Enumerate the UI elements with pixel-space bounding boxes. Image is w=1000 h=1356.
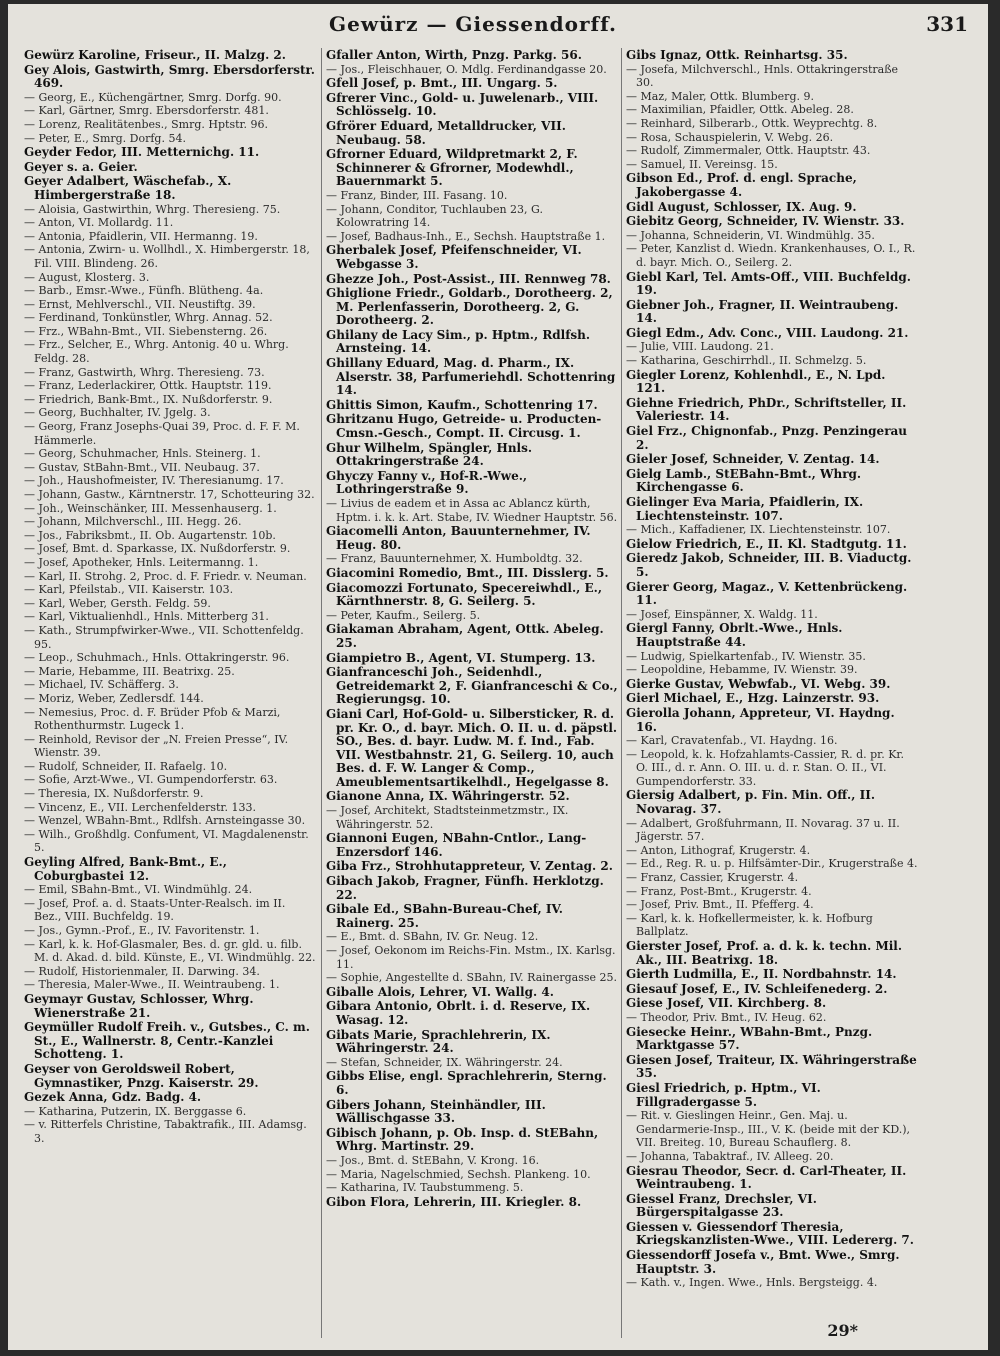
column-divider bbox=[621, 48, 622, 1338]
directory-entry: — Karl, Viktualienhdl., Hnls. Mitterberg 31. bbox=[24, 610, 269, 624]
directory-entry: — Stefan, Schneider, IX. Währingerstr. 24. bbox=[326, 1055, 563, 1069]
directory-entry: — Leopold, k. k. Hofzahlamts-Cassier, R. d. pr. Kr. O. III., d. r. Ann. O. III. u. d. r. Stan. O. II., VI. Gumpendorferstr. 33. bbox=[626, 747, 904, 788]
directory-entry: Giebner Joh., Fragner, II. Weintraubeng. 14. bbox=[626, 297, 899, 326]
directory-entry: Giacomelli Anton, Bauunternehmer, IV. Heug. 80. bbox=[326, 524, 591, 552]
directory-entry: — Rudolf, Zimmermaler, Ottk. Hauptstr. 43. bbox=[626, 144, 871, 158]
directory-entry: Ghur Wilhelm, Spängler, Hnls. Ottakringerstraße 24. bbox=[326, 440, 533, 469]
directory-entry: Gierth Ludmilla, E., II. Nordbahnstr. 14. bbox=[626, 967, 897, 982]
directory-entry: Gezek Anna, Gdz. Badg. 4. bbox=[24, 1090, 202, 1105]
directory-entry: — Kath., Strumpfwirker-Wwe., VII. Schottenfeldg. 95. bbox=[24, 623, 304, 651]
directory-entry: Giballe Alois, Lehrer, VI. Wallg. 4. bbox=[326, 984, 554, 999]
directory-entry: — Rosa, Schauspielerin, V. Webg. 26. bbox=[626, 130, 834, 144]
directory-entry: — Georg, Schuhmacher, Hnls. Steinerg. 1. bbox=[24, 447, 261, 461]
directory-entry: — Ernst, Mehlverschl., VII. Neustiftg. 39. bbox=[24, 297, 256, 311]
directory-entry: Gibach Jakob, Fragner, Fünfh. Herklotzg. 22. bbox=[326, 874, 604, 902]
directory-entry: — Ed., Reg. R. u. p. Hilfsämter-Dir., Krugerstraße 4. bbox=[626, 857, 918, 871]
directory-entry: Gibbs Elise, engl. Sprachlehrerin, Sterng. 6. bbox=[326, 1069, 607, 1097]
directory-entry: — Josefa, Milchverschl., Hnls. Ottakringerstraße 30. bbox=[626, 62, 899, 90]
directory-entry: — Jos., Gymn.-Prof., E., IV. Favoritenstr. 1. bbox=[24, 924, 260, 937]
directory-entry: Giesauf Josef, E., IV. Schleifenederg. 2. bbox=[626, 981, 888, 996]
directory-entry: — Franz, Binder, III. Fasang. 10. bbox=[326, 188, 508, 202]
directory-entry: — Reinhold, Revisor der „N. Freien Presse“, IV. Wienstr. 39. bbox=[24, 732, 289, 760]
directory-entry: Gibon Flora, Lehrerin, III. Kriegler. 8. bbox=[326, 1194, 582, 1209]
directory-entry: Ghittis Simon, Kaufm., Schottenring 17. bbox=[326, 397, 598, 412]
directory-entry: — Karl, II. Strohg. 2, Proc. d. F. Friedr. v. Neuman. bbox=[24, 569, 307, 583]
directory-entry: Gieredz Jakob, Schneider, III. B. Viaductg. 5. bbox=[626, 551, 912, 579]
directory-entry: Gierster Josef, Prof. a. d. k. k. techn. Mil. Ak., III. Beatrixg. 18. bbox=[626, 939, 903, 967]
directory-entry: — Rudolf, Schneider, II. Rafaelg. 10. bbox=[24, 759, 228, 773]
directory-entry: — Vincenz, E., VII. Lerchenfelderstr. 133. bbox=[24, 800, 256, 814]
directory-entry: — Frz., WBahn-Bmt., VII. Siebensterng. 26. bbox=[24, 324, 268, 338]
directory-entry: Gibale Ed., SBahn-Bureau-Chef, IV. Rainerg. 25. bbox=[326, 902, 563, 930]
directory-entry: — Rudolf, Historienmaler, II. Darwing. 34. bbox=[24, 964, 260, 978]
directory-entry: — Lorenz, Realitätenbes., Smrg. Hptstr. 96. bbox=[24, 117, 269, 131]
directory-entry: — Franz, Bauunternehmer, X. Humboldtg. 32. bbox=[326, 552, 583, 566]
directory-entry: — Antonia, Zwirn- u. Wollhdl., X. Himbergerstr. 18, Fil. VIII. Blindeng. 26. bbox=[24, 243, 310, 270]
directory-entry: Gherbalek Josef, Pfeifenschneider, VI. Webgasse 3. bbox=[326, 243, 582, 271]
directory-entry: Geyer Adalbert, Wäschefab., X. Himbergerstraße 18. bbox=[24, 174, 232, 202]
directory-entry: Giesrau Theodor, Secr. d. Carl-Theater, II. Weintraubeng. 1. bbox=[626, 1163, 907, 1192]
directory-entry: — Friedrich, Bank-Bmt., IX. Nußdorferstr. 9. bbox=[24, 392, 273, 406]
directory-entry: — Samuel, II. Vereinsg. 15. bbox=[626, 157, 778, 171]
directory-entry: Giacomini Romedio, Bmt., III. Disslerg. 5. bbox=[326, 565, 609, 580]
directory-entry: Gidl August, Schlosser, IX. Aug. 9. bbox=[626, 199, 857, 214]
directory-entry: Giel Frz., Chignonfab., Pnzg. Penzingerau 2. bbox=[626, 424, 908, 452]
directory-entry: Gibs Ignaz, Ottk. Reinhartsg. 35. bbox=[626, 48, 848, 62]
directory-entry: Ghiglione Friedr., Goldarb., Dorotheerg. 2, M. Perlenfasserin, Dorotheerg. 2, G. Dorotheerg. 2. bbox=[326, 286, 613, 328]
directory-page bbox=[8, 4, 988, 1350]
directory-entry: — Frz., Selcher, E., Whrg. Antonig. 40 u. Whrg. Feldg. 28. bbox=[24, 338, 289, 366]
directory-entry: Giessel Franz, Drechsler, VI. Bürgerspitalgasse 23. bbox=[626, 1191, 817, 1220]
directory-entry: Gibers Johann, Steinhändler, III. Wällischgasse 33. bbox=[326, 1097, 546, 1126]
directory-entry: — Gustav, StBahn-Bmt., VII. Neubaug. 37. bbox=[24, 460, 260, 474]
directory-entry: — Ferdinand, Tonkünstler, Whrg. Annag. 52. bbox=[24, 311, 273, 325]
page-header bbox=[8, 12, 988, 42]
directory-entry: — Ludwig, Spielkartenfab., IV. Wienstr. 35. bbox=[626, 649, 866, 663]
directory-entry: Giehne Friedrich, PhDr., Schriftsteller, II. Valeriestr. 14. bbox=[626, 395, 907, 424]
directory-entry: — Josef, Architekt, Stadtsteinmetzmstr., IX. Währingerstr. 52. bbox=[326, 804, 569, 831]
directory-entry: — Nemesius, Proc. d. F. Brüder Pfob & Marzi, Rothenthurmstr. Lugeck 1. bbox=[24, 705, 281, 733]
directory-entry: — Georg, Buchhalter, IV. Jgelg. 3. bbox=[24, 406, 211, 420]
directory-entry: Gey Alois, Gastwirth, Smrg. Ebersdorferstr. 469. bbox=[24, 62, 315, 91]
directory-entry: Gierolla Johann, Appreteur, VI. Haydng. 16. bbox=[626, 705, 895, 734]
directory-entry: — Peter, Kaufm., Seilerg. 5. bbox=[326, 608, 481, 622]
directory-entry: — Peter, E., Smrg. Dorfg. 54. bbox=[24, 131, 186, 145]
directory-entry: — Franz, Post-Bmt., Krugerstr. 4. bbox=[626, 884, 812, 898]
directory-entry: Gierer Georg, Magaz., V. Kettenbrückeng. 11. bbox=[626, 579, 908, 608]
directory-entry: — Karl, Cravatenfab., VI. Haydng. 16. bbox=[626, 734, 838, 748]
directory-entry: Gfrerer Vinc., Gold- u. Juwelenarb., VIII. Schlösselg. 10. bbox=[326, 90, 599, 119]
directory-entry: — Rit. v. Gieslingen Heinr., Gen. Maj. u. Gendarmerie-Insp., III., V. K. (beide mit der KD.), VII. Breiteg. 10, Bureau Schauflerg. 8. bbox=[626, 1109, 911, 1150]
directory-entry: — Joh., Haushofmeister, IV. Theresianumg. 17. bbox=[24, 474, 284, 488]
directory-entry: — Karl, Weber, Gersth. Feldg. 59. bbox=[24, 596, 211, 610]
column-3 bbox=[626, 48, 918, 1328]
directory-entry: — Johann, Gastw., Kärntnerstr. 17, Schotteuring 32. bbox=[24, 488, 315, 501]
directory-entry: Giacomozzi Fortunato, Specereiwhdl., E., Kärnthnerstr. 8, G. Seilerg. 5. bbox=[326, 580, 603, 609]
directory-entry: — Jos., Fleischhauer, O. Mdlg. Ferdinandgasse 20. bbox=[326, 62, 607, 76]
directory-entry: Geymayr Gustav, Schlosser, Whrg. Wienerstraße 21. bbox=[24, 991, 254, 1020]
directory-entry: — Wenzel, WBahn-Bmt., Rdlfsh. Arnsteingasse 30. bbox=[24, 814, 306, 828]
directory-entry: Gfaller Anton, Wirth, Pnzg. Parkg. 56. bbox=[326, 48, 582, 62]
directory-entry: — Peter, Kanzlist d. Wiedn. Krankenhauses, O. I., R. d. bayr. Mich. O., Seilerg. 2. bbox=[626, 242, 916, 269]
directory-entry: — Reinhard, Silberarb., Ottk. Weyprechtg. 8. bbox=[626, 116, 878, 130]
directory-entry: Gewürz Karoline, Friseur., II. Malzg. 2. bbox=[24, 48, 286, 62]
directory-entry: — E., Bmt. d. SBahn, IV. Gr. Neug. 12. bbox=[326, 930, 539, 944]
directory-entry: Ghillany Eduard, Mag. d. Pharm., IX. Alserstr. 38, Parfumeriehdl. Schottenring 14. bbox=[326, 356, 616, 398]
directory-entry: — Karl, k. k. Hof-Glasmaler, Bes. d. gr. gld. u. filb. M. d. Akad. d. bild. Künste, E., VI. Windmühlg. 22. bbox=[24, 937, 316, 965]
directory-entry: Ghritzanu Hugo, Getreide- u. Producten-Cmsn.-Gesch., Compt. II. Circusg. 1. bbox=[326, 412, 602, 441]
directory-entry: — v. Ritterfels Christine, Tabaktrafik., III. Adamsg. 3. bbox=[24, 1118, 307, 1145]
directory-entry: Giebl Karl, Tel. Amts-Off., VIII. Buchfeldg. 19. bbox=[626, 269, 911, 298]
directory-entry: Ghezze Joh., Post-Assist., III. Rennweg 78. bbox=[326, 271, 611, 286]
directory-entry: Giampietro B., Agent, VI. Stumperg. 13. bbox=[326, 650, 596, 665]
directory-entry: — Sofie, Arzt-Wwe., VI. Gumpendorferstr. 63. bbox=[24, 773, 278, 787]
printer-signature: 29* bbox=[827, 1321, 858, 1340]
directory-entry: — Josef, Apotheker, Hnls. Leitermanng. 1. bbox=[24, 555, 259, 569]
directory-entry: Gianfranceschi Joh., Seidenhdl., Getreidemarkt 2, F. Gianfranceschi & Co., Regierungsg. 10. bbox=[326, 665, 618, 707]
directory-entry: — Katharina, Putzerin, IX. Berggasse 6. bbox=[24, 1104, 247, 1118]
directory-entry: — Livius de eadem et in Assa ac Ablancz kürth, Hptm. i. k. k. Art. Stabe, IV. Wiedner Hauptstr. 56. bbox=[326, 497, 618, 524]
directory-entry: Gielow Friedrich, E., II. Kl. Stadtgutg. 11. bbox=[626, 536, 907, 551]
directory-entry: — Barb., Emsr.-Wwe., Fünfh. Blütheng. 4a. bbox=[24, 284, 264, 298]
directory-entry: — Theodor, Priv. Bmt., IV. Heug. 62. bbox=[626, 1010, 827, 1024]
directory-entry: — Antonia, Pfaidlerin, VII. Hermanng. 19. bbox=[24, 229, 258, 243]
directory-entry: — Franz, Gastwirth, Whrg. Theresieng. 73. bbox=[24, 365, 265, 379]
directory-entry: Geyling Alfred, Bank-Bmt., E., Coburgbastei 12. bbox=[24, 855, 227, 883]
directory-entry: Geyder Fedor, III. Metternichg. 11. bbox=[24, 145, 260, 160]
directory-entry: — Maz, Maler, Ottk. Blumberg. 9. bbox=[626, 89, 814, 103]
page-title: Gewürz — Giessendorff. bbox=[329, 12, 617, 36]
directory-entry: Gibson Ed., Prof. d. engl. Sprache, Jakobergasse 4. bbox=[626, 171, 857, 199]
directory-entry: — Kath. v., Ingen. Wwe., Hnls. Bergsteigg. 4. bbox=[626, 1276, 878, 1290]
directory-entry: Giebitz Georg, Schneider, IV. Wienstr. 33. bbox=[626, 214, 905, 229]
directory-entry: Gibisch Johann, p. Ob. Insp. d. StEBahn, Whrg. Martinstr. 29. bbox=[326, 1125, 599, 1154]
directory-entry: — Maria, Nagelschmied, Sechsh. Plankeng. 10. bbox=[326, 1167, 591, 1181]
page-number: 331 bbox=[926, 12, 968, 36]
directory-entry: — Aloisia, Gastwirthin, Whrg. Theresieng. 75. bbox=[24, 202, 281, 216]
directory-entry: Giba Frz., Strohhutappreteur, V. Zentag. 2. bbox=[326, 859, 613, 874]
directory-entry: — Georg, E., Küchengärtner, Smrg. Dorfg. 90. bbox=[24, 90, 282, 104]
directory-entry: — Leop., Schuhmach., Hnls. Ottakringerstr. 96. bbox=[24, 651, 290, 665]
directory-entry: Giesecke Heinr., WBahn-Bmt., Pnzg. Marktgasse 57. bbox=[626, 1024, 873, 1053]
directory-entry: Gfell Josef, p. Bmt., III. Ungarg. 5. bbox=[326, 76, 558, 91]
directory-entry: — Anton, Lithograf, Krugerstr. 4. bbox=[626, 843, 811, 857]
directory-entry: — Josef, Prof. a. d. Staats-Unter-Realsch. im II. Bez., VIII. Buchfeldg. 19. bbox=[24, 896, 286, 924]
directory-entry: — Maximilian, Pfaidler, Ottk. Abeleg. 28. bbox=[626, 103, 854, 117]
directory-entry: Ghilany de Lacy Sim., p. Hptm., Rdlfsh. Arnsteing. 14. bbox=[326, 327, 591, 356]
directory-entry: Giergl Fanny, Obrlt.-Wwe., Hnls. Hauptstraße 44. bbox=[626, 621, 843, 649]
directory-entry: — Joh., Weinschänker, III. Messenhauserg. 1. bbox=[24, 501, 277, 515]
directory-entry: — Karl, k. k. Hofkellermeister, k. k. Hofburg Ballplatz. bbox=[626, 911, 873, 939]
directory-entry: — Wilh., Großhdlg. Confument, VI. Magdalenenstr. 5. bbox=[24, 827, 309, 855]
directory-entry: Giese Josef, VII. Kirchberg. 8. bbox=[626, 996, 827, 1011]
directory-entry: Gibats Marie, Sprachlehrerin, IX. Währingerstr. 24. bbox=[326, 1027, 551, 1056]
directory-entry: Gielinger Eva Maria, Pfaidlerin, IX. Liechtensteinstr. 107. bbox=[626, 495, 864, 523]
directory-entry: — Josef, Oekonom im Reichs-Fin. Mstm., IX. Karlsg. 11. bbox=[326, 944, 616, 971]
column-divider bbox=[321, 48, 322, 1338]
directory-entry: — August, Klosterg. 3. bbox=[24, 270, 150, 284]
directory-entry: Gianone Anna, IX. Währingerstr. 52. bbox=[326, 789, 570, 804]
directory-entry: — Mich., Kaffadiener, IX. Liechtensteinstr. 107. bbox=[626, 523, 891, 537]
directory-entry: — Michael, IV. Schäfferg. 3. bbox=[24, 678, 179, 692]
directory-entry: — Katharina, Geschirrhdl., II. Schmelzg. 5. bbox=[626, 354, 867, 368]
directory-entry: — Josef, Einspänner, X. Waldg. 11. bbox=[626, 607, 818, 621]
directory-entry: Giakaman Abraham, Agent, Ottk. Abeleg. 25. bbox=[326, 622, 604, 650]
directory-entry: — Johann, Conditor, Tuchlauben 23, G. Kolowratring 14. bbox=[326, 202, 543, 230]
directory-entry: Ghyczy Fanny v., Hof-R.-Wwe., Lothringerstraße 9. bbox=[326, 468, 528, 497]
directory-entry: — Karl, Gärtner, Smrg. Ebersdorferstr. 481. bbox=[24, 104, 269, 118]
directory-entry: Giessen v. Giessendorf Theresia, Kriegskanzlisten-Wwe., VIII. Ledererg. 7. bbox=[626, 1219, 914, 1248]
directory-entry: Giegler Lorenz, Kohlenhdl., E., N. Lpd. 121. bbox=[626, 367, 886, 396]
directory-entry: — Johanna, Schneiderin, VI. Windmühlg. 35. bbox=[626, 228, 875, 242]
directory-entry: Geyer s. a. Geier. bbox=[24, 159, 138, 174]
directory-entry: — Theresia, IX. Nußdorferstr. 9. bbox=[24, 787, 204, 801]
column-2 bbox=[326, 48, 618, 1328]
directory-entry: — Johanna, Tabaktraf., IV. Alleeg. 20. bbox=[626, 1149, 834, 1163]
directory-entry: — Franz, Lederlackirer, Ottk. Hauptstr. 119. bbox=[24, 379, 272, 393]
directory-entry: — Leopoldine, Hebamme, IV. Wienstr. 39. bbox=[626, 663, 858, 677]
directory-entry: — Jos., Bmt. d. StEBahn, V. Krong. 16. bbox=[326, 1153, 540, 1167]
directory-entry: Giani Carl, Hof-Gold- u. Silbersticker, R. d. pr. Kr. O., d. bayr. Mich. O. II. u. d. päpstl. SO., Bes. d. bayr. Ludw. M. f. Ind., Fab. VII. Westbahnstr. 21, G. Seilerg. 10, auch Bes. d. F. W. Langer & Comp., Ameublementsartikelhdl., Hegelgasse 8. bbox=[326, 706, 618, 789]
directory-entry: — Theresia, Maler-Wwe., II. Weintraubeng. 1. bbox=[24, 978, 280, 992]
directory-entry: — Georg, Franz Josephs-Quai 39, Proc. d. F. F. M. Hämmerle. bbox=[24, 420, 300, 447]
directory-entry: — Emil, SBahn-Bmt., VI. Windmühlg. 24. bbox=[24, 883, 253, 897]
directory-entry: Geymüller Rudolf Freih. v., Gutsbes., C. m. St., E., Wallnerstr. 8, Centr.-Kanzlei Schotteng. 1. bbox=[24, 1020, 310, 1062]
directory-entry: Giegl Edm., Adv. Conc., VIII. Laudong. 21. bbox=[626, 325, 909, 340]
directory-entry: Gibara Antonio, Obrlt. i. d. Reserve, IX. Wasag. 12. bbox=[326, 999, 591, 1027]
directory-entry: — Josef, Bmt. d. Sparkasse, IX. Nußdorferstr. 9. bbox=[24, 542, 291, 556]
directory-entry: Gfrorner Eduard, Wildpretmarkt 2, F. Schinnerer & Gfrorner, Modewhdl., Bauernmarkt 5. bbox=[326, 147, 578, 189]
directory-entry: — Jos., Fabriksbmt., II. Ob. Augartenstr. 10b. bbox=[24, 528, 276, 542]
directory-entry: Gierke Gustav, Webwfab., VI. Webg. 39. bbox=[626, 676, 891, 691]
directory-entry: Gielg Lamb., StEBahn-Bmt., Whrg. Kirchengasse 6. bbox=[626, 466, 862, 495]
directory-entry: — Karl, Pfeilstab., VII. Kaiserstr. 103. bbox=[24, 583, 234, 597]
directory-entry: Giannoni Eugen, NBahn-Cntlor., Lang-Enzersdorf 146. bbox=[326, 831, 587, 859]
directory-entry: — Sophie, Angestellte d. SBahn, IV. Rainergasse 25. bbox=[326, 971, 618, 985]
directory-entry: Giessendorff Josefa v., Bmt. Wwe., Smrg. Hauptstr. 3. bbox=[626, 1248, 900, 1276]
directory-entry: Gieler Josef, Schneider, V. Zentag. 14. bbox=[626, 452, 880, 467]
directory-entry: Gierl Michael, E., Hzg. Lainzerstr. 93. bbox=[626, 691, 880, 706]
directory-entry: Gfrörer Eduard, Metalldrucker, VII. Neubaug. 58. bbox=[326, 118, 566, 147]
directory-entry: — Marie, Hebamme, III. Beatrixg. 25. bbox=[24, 664, 235, 678]
directory-entry: Giersig Adalbert, p. Fin. Min. Off., II. Novarag. 37. bbox=[626, 788, 875, 817]
directory-entry: — Franz, Cassier, Krugerstr. 4. bbox=[626, 871, 799, 885]
directory-entry: Giesen Josef, Traiteur, IX. Währingerstraße 35. bbox=[626, 1052, 917, 1081]
directory-entry: — Anton, VI. Mollardg. 11. bbox=[24, 216, 174, 230]
directory-entry: — Josef, Badhaus-Inh., E., Sechsh. Hauptstraße 1. bbox=[326, 229, 606, 243]
directory-entry: — Moriz, Weber, Zedlersdf. 144. bbox=[24, 691, 204, 705]
directory-entry: — Josef, Priv. Bmt., II. Pfefferg. 4. bbox=[626, 898, 814, 912]
directory-entry: — Johann, Milchverschl., III. Hegg. 26. bbox=[24, 515, 242, 529]
column-1 bbox=[24, 48, 316, 1328]
directory-entry: — Julie, VIII. Laudong. 21. bbox=[626, 340, 774, 354]
directory-entry: — Katharina, IV. Taubstummeng. 5. bbox=[326, 1181, 524, 1195]
directory-entry: Giesl Friedrich, p. Hptm., VI. Fillgradergasse 5. bbox=[626, 1080, 821, 1109]
directory-entry: — Adalbert, Großfuhrmann, II. Novarag. 37 u. II. Jägerstr. 57. bbox=[626, 816, 900, 844]
directory-entry: Geyser von Geroldsweil Robert, Gymnastiker, Pnzg. Kaiserstr. 29. bbox=[24, 1061, 259, 1090]
